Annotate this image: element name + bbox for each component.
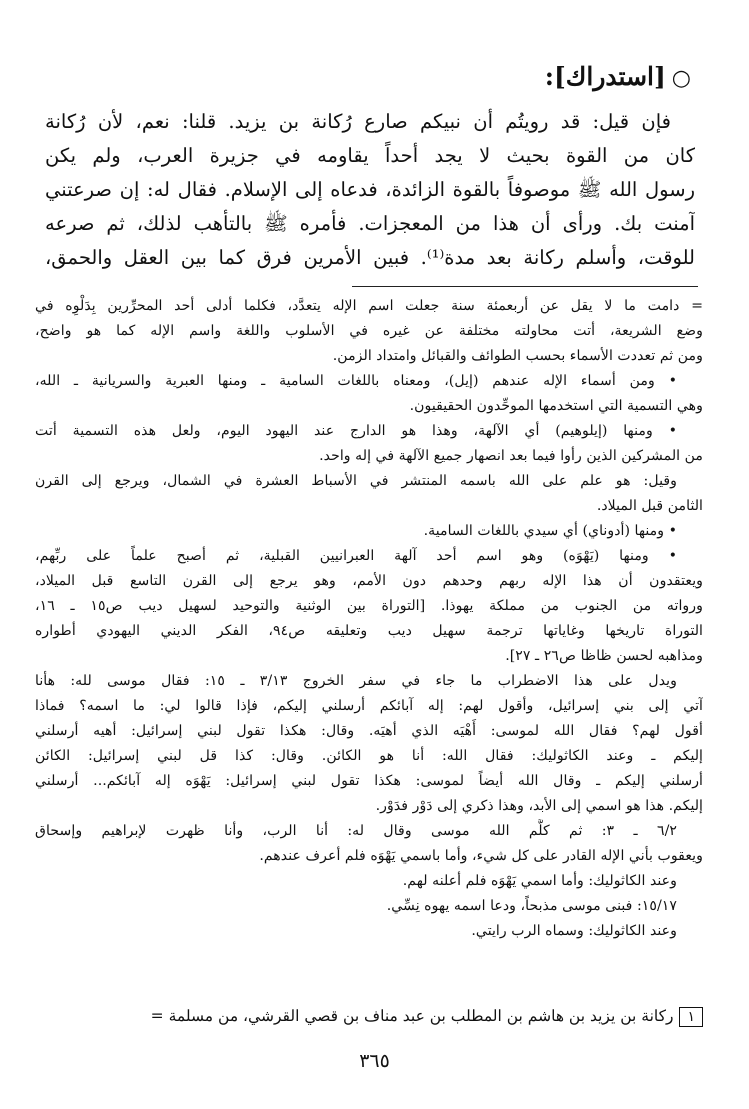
footnote-line: ويعقوب بأني الإله القادر على كل شيء، وأما باسمي يَهْوَه فلم أعرف عندهم. (259, 848, 703, 864)
footnote-line: وهي التسمية التي استخدمها الموحِّدون الحقيقيون. (409, 398, 703, 414)
footnote-line: ومذاهبه لحسن ظاظا ص٢٦ ـ ٢٧]. (505, 648, 703, 664)
footnote-line: = دامت ما لا يقل عن أربعمئة سنة جعلت اسم الإله يتعدَّد، فكلما أدلى أحد المحرِّرين بِدَلْوِه في (35, 298, 703, 314)
main-line: كان من القوة بحيث لا يجد أحداً يقاومه في جزيرة العرب، ولم يكن (45, 144, 695, 167)
main-line: آمنت بك. ورأى أن هذا من المعجزات. فأمره ﷺ بالتأهب لذلك، ثم صرعه (45, 212, 695, 235)
circle-bullet-icon: ○ (671, 65, 691, 91)
footnote-line: أقول لهم؟ فقال الله لموسى: أَهْيَه الذي أهيَه. وقال: هكذا تقول لبني إسرائيل: أهيه أرسلني (35, 723, 703, 739)
footnote-line: إليكم ـ وعند الكاثوليك: فقال الله: أنا هو الكائن. وقال: كذا قل لبني إسرائيل: الكائن (35, 748, 703, 764)
section-heading (51, 62, 691, 98)
footnote-line: • ومنها (إيلوهيم) أي الآلهة، وهذا هو الدارج عند اليهود اليوم، ولعل هذه التسمية أتت (35, 423, 677, 439)
footnote-line: ويدل على هذا الاضطراب ما جاء في سفر الخروج ٣/١٣ ـ ١٥: فقال موسى لله: هأنا (35, 673, 677, 689)
footnote-line: • ومنها (يَهْوَه) وهو اسم أحد آلهة العبرانيين القبلية، ثم أصبح علماً على ربِّهم، (35, 548, 677, 564)
main-line: فإن قيل: قد رويتُم أن نبيكم صارع رُكانة بن يزيد. قلنا: نعم، لأن رُكانة (45, 110, 671, 133)
footnote-line: وعند الكاثوليك: وأما اسمي يَهْوَه فلم أعلنه لهم. (402, 873, 677, 889)
footnote-line: أرسلني إليكم ـ وقال الله أيضاً لموسى: هكذا تقول لبني إسرائيل: يَهْوَه إله آبائكم... أرسلني (35, 773, 703, 789)
footnote-line: ويعتقدون أن هذا الإله ربهم وحدهم دون الأمم، وهو يرجع إلى القرن التاسع قبل الميلاد، (35, 573, 703, 589)
heading-title: [استدراك]: (544, 62, 666, 91)
footnote-line: • ومن أسماء الإله عندهم (إيل)، ومعناه باللغات السامية ـ ومنها العبرية والسريانية ـ الله، (35, 373, 677, 389)
footnote-one-text: ركانة بن يزيد بن هاشم بن المطلب بن عبد مناف بن قصي القرشي، من مسلمة = (150, 1007, 674, 1025)
main-text (45, 105, 695, 275)
main-line: للوقت، وأسلم ركانة بعد مدة⁽¹⁾. فبين الأمرين فرق كما بين العقل والحمق، (45, 246, 695, 269)
footnote-line: ورواته من الجنوب من مملكة يهوذا. [التوراة بين الوثنية والتوحيد لسهيل ديب ص١٥ ـ ١٦، (35, 598, 703, 614)
main-line: رسول الله ﷺ موصوفاً بالقوة الزائدة، فدعاه إلى الإسلام. فقال له: إن صرعتني (45, 178, 695, 201)
footnote-line: من المشركين الذين رأوا فيما بعد انصهار جميع الآلهة في إله واحد. (319, 448, 703, 464)
footnote-line: إليكم. هذا هو اسمي إلى الأبد، وهذا ذكري إلى دَوْر فدَوْر. (375, 798, 703, 814)
footnote-line: التوراة تاريخها وغاياتها ترجمة سهيل ديب وتعليقه ص٩٤، الفكر الديني اليهودي أطواره (35, 623, 703, 639)
footnote-line: ٦/٢ ـ ٣: ثم كلَّم الله موسى وقال له: أنا الرب، وأنا ظهرت لإبراهيم وإسحاق (35, 823, 677, 839)
page-number: ٣٦٥ (359, 1050, 390, 1072)
footnote-separator (352, 286, 698, 287)
footnote-one (35, 1002, 703, 1030)
footnotes (35, 294, 703, 944)
footnote-line: ومن ثم تعددت الأسماء بحسب الطوائف والقبائل وامتداد الزمن. (332, 348, 703, 364)
footnote-line: وضع الشريعة، أتت محاولته مختلفة عن غيره في الأسلوب واللغة واسم الإله كما هو واضح، (35, 323, 703, 339)
footnote-line: ١٥/١٧: فبنى موسى مذبحاً، ودعا اسمه يهوه نِسِّي. (386, 898, 677, 914)
footnote-line: وقيل: هو علم على الله باسمه المنتشر في الأسباط العشرة في الشمال، ويرجع إلى القرن (35, 473, 677, 489)
footnote-line: وعند الكاثوليك: وسماه الرب رايتي. (471, 923, 677, 939)
footnote-line: آتي إلى بني إسرائيل، وأقول لهم: إله آبائكم أرسلني إليكم، فإذا قالوا لي: ما اسمه؟ فماذا (35, 698, 703, 714)
footnote-line: • ومنها (أدوناي) أي سيدي باللغات السامية. (423, 523, 677, 539)
footnote-line: الثامن قبل الميلاد. (596, 498, 703, 514)
footnote-number-box: ١ (679, 1007, 703, 1027)
